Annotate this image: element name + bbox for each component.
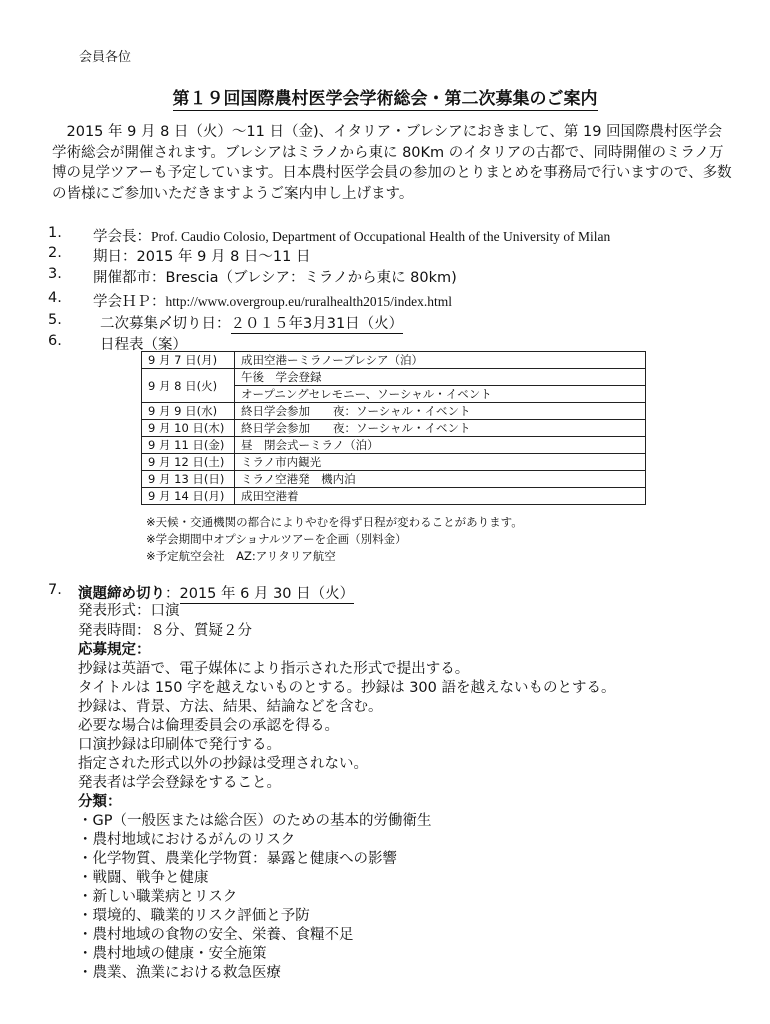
schedule-date: 9 月 10 日(木)	[142, 420, 235, 437]
category-item: ・農村地域の食物の安全、栄養、食糧不足	[78, 927, 354, 943]
item-number: 1.	[48, 225, 62, 241]
category-item: ・農村地域の健康・安全施策	[78, 946, 267, 962]
schedule-event: 昼 閉会式ーミラノ（泊）	[235, 437, 646, 454]
category-item: ・環境的、職業的リスク評価と予防	[78, 908, 310, 924]
category-item: ・新しい職業病とリスク	[78, 889, 238, 905]
item-label: 開催都市：	[93, 270, 166, 286]
rule-item: 抄録は英語で、電子媒体により指示された形式で提出する。	[78, 661, 470, 677]
item-3	[48, 266, 457, 286]
item-label: 学会長：	[93, 229, 151, 245]
table-row	[142, 420, 646, 437]
categories-heading: 分類：	[78, 794, 122, 810]
rule-item: 口演抄録は印刷体で発行する。	[78, 737, 281, 753]
table-row	[142, 369, 646, 386]
item-number: 6.	[48, 333, 62, 349]
page-title: 第１９回国際農村医学会学術総会・第二次募集のご案内	[172, 89, 598, 109]
presentation-time: 発表時間：８分、質疑２分	[78, 623, 252, 639]
presentation-format: 発表形式：口演	[78, 603, 180, 619]
schedule-event: 成田空港着	[235, 488, 646, 505]
rule-item: 指定された形式以外の抄録は受理されない。	[78, 756, 368, 772]
item-number: 4.	[48, 290, 62, 306]
item-2	[48, 245, 311, 265]
separator: ：	[165, 586, 180, 602]
category-item: ・戦闘、戦争と健康	[78, 870, 209, 886]
item-label: 学会ＨＰ：	[93, 294, 166, 310]
schedule-note: ※天候・交通機関の都合によりやむを得ず日程が変わることがあります。	[146, 515, 523, 529]
schedule-event: 終日学会参加 夜：ソーシャル・イベント	[235, 403, 646, 420]
category-item: ・農業、漁業における救急医療	[78, 965, 281, 981]
item-value: 2015 年 9 月 8 日〜11 日	[136, 249, 311, 265]
schedule-event: ミラノ空港発 機内泊	[235, 471, 646, 488]
rule-item: タイトルは 150 字を越えないものとする。抄録は 300 語を越えないものとする。	[78, 680, 616, 696]
section-7-header	[48, 582, 355, 602]
item-5	[48, 312, 404, 332]
rule-item: 発表者は学会登録をすること。	[78, 775, 281, 791]
intro-paragraph: 2015 年 9 月 8 日（火）〜11 日（金)、イタリア・ブレシアにおきまして、第 19 回国際農村医学会学術総会が開催されます。ブレシアはミラノから東に 80Km のイタリアの古都で、同時開催のミラノ万博の見学ツアーも予定しています。日本農村医学会員の参加のとりまとめを事務局で行いますので、多数の皆様にご参加いただきますようご案内申し上げます。	[52, 124, 732, 202]
table-row	[142, 488, 646, 505]
item-value: Brescia（ブレシア：ミラノから東に 80km)	[165, 270, 457, 286]
schedule-note: ※予定航空会社 AZ:アリタリア航空	[146, 549, 336, 563]
item-1	[48, 225, 611, 245]
schedule-date: 9 月 7 日(月)	[142, 352, 235, 369]
item-6	[48, 333, 187, 353]
schedule-date: 9 月 9 日(水)	[142, 403, 235, 420]
item-value: Prof. Caudio Colosio, Department of Occupational Health of the University of Milan	[151, 229, 611, 244]
section-heading: 演題締め切り	[78, 586, 165, 602]
rule-item: 抄録は、背景、方法、結果、結論などを含む。	[78, 699, 383, 715]
item-number: 5.	[48, 312, 62, 328]
category-item: ・化学物質、農業化学物質：暴露と健康への影響	[78, 851, 397, 867]
item-number: 3.	[48, 266, 62, 282]
table-row	[142, 437, 646, 454]
schedule-event: 成田空港ーミラノーブレシア（泊）	[235, 352, 646, 369]
schedule-date: 9 月 11 日(金)	[142, 437, 235, 454]
schedule-note: ※学会期間中オプショナルツアーを企画（別料金）	[146, 532, 407, 546]
submission-deadline: 2015 年 6 月 30 日（火）	[179, 586, 355, 602]
schedule-table	[141, 351, 646, 505]
schedule-event: 終日学会参加 夜：ソーシャル・イベント	[235, 420, 646, 437]
rules-heading: 応募規定：	[78, 642, 151, 658]
item-4	[48, 290, 452, 310]
item-label: 日程表（案）	[100, 337, 187, 353]
table-row	[142, 403, 646, 420]
item-number: 7.	[48, 582, 62, 598]
schedule-date: 9 月 8 日(火)	[142, 369, 235, 403]
schedule-date: 9 月 13 日(日)	[142, 471, 235, 488]
homepage-link[interactable]: http://www.overgroup.eu/ruralhealth2015/index.html	[165, 294, 452, 309]
category-item: ・GP（一般医または総合医）のための基本的労働衛生	[78, 813, 432, 829]
item-label: 二次募集〆切り日：	[100, 316, 231, 332]
table-row	[142, 352, 646, 369]
item-label: 期日：	[93, 249, 137, 265]
greeting: 会員各位	[79, 50, 132, 65]
item-number: 2.	[48, 245, 62, 261]
table-row	[142, 454, 646, 471]
schedule-event: オープニングセレモニー、ソーシャル・イベント	[235, 386, 646, 403]
rule-item: 必要な場合は倫理委員会の承認を得る。	[78, 718, 339, 734]
schedule-event: 午後 学会登録	[235, 369, 646, 386]
category-item: ・農村地域におけるがんのリスク	[78, 832, 296, 848]
table-row	[142, 471, 646, 488]
schedule-date: 9 月 12 日(土)	[142, 454, 235, 471]
item-value: ２０１５年3月31日（火）	[230, 316, 404, 332]
schedule-date: 9 月 14 日(月)	[142, 488, 235, 505]
schedule-event: ミラノ市内観光	[235, 454, 646, 471]
